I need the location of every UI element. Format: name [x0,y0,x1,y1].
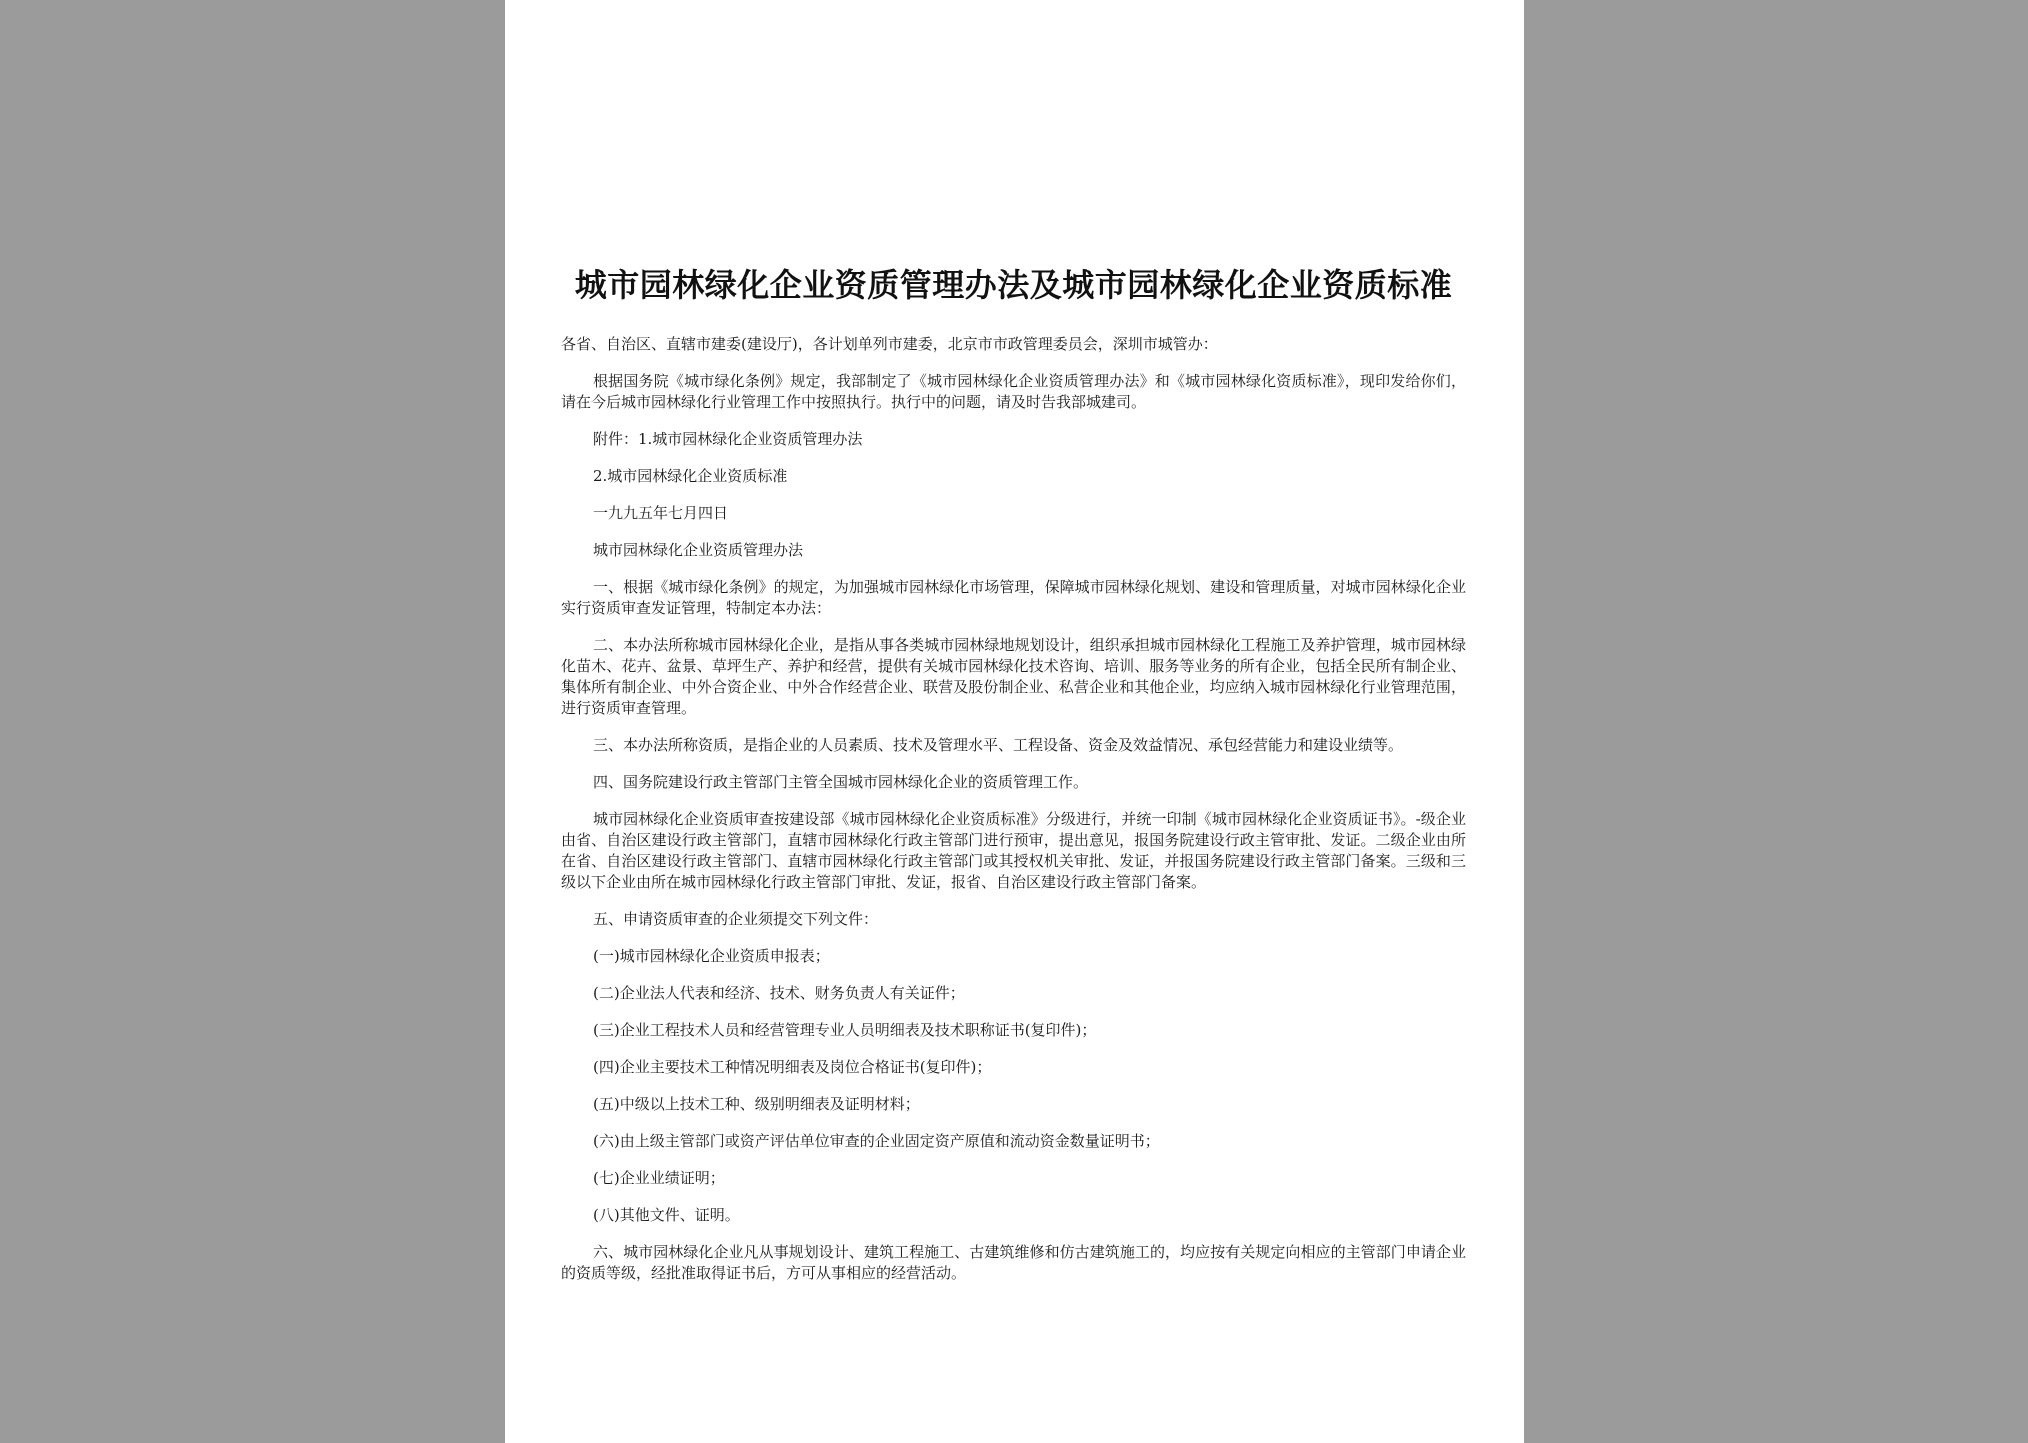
article-5: 五、申请资质审查的企业须提交下列文件： [593,910,879,928]
paragraph: 根据国务院《城市绿化条例》规定，我部制定了《城市园林绿化企业资质管理办法》和《城市园林绿化资质标准》，现印发给你们，请在今后城市园林绿化行业管理工作中按照执行。执行中的问题，请及时告我部城建司。 [561,372,1466,411]
addressee: 各省、自治区、直辖市建委(建设厅)，各计划单列市建委，北京市市政管理委员会，深圳市城管办： [561,335,1218,353]
document-body [561,334,1466,1284]
article-2: 二、本办法所称城市园林绿化企业，是指从事各类城市园林绿地规划设计，组织承担城市园林绿化工程施工及养护管理，城市园林绿化苗木、花卉、盆景、草坪生产、养护和经营，提供有关城市园林绿化技术咨询、培训、服务等业务的所有企业，包括全民所有制企业、集体所有制企业、中外合资企业、中外合作经营企业、联营及股份制企业、私营企业和其他企业，均应纳入城市园林绿化行业管理范围，进行资质审查管理。 [561,636,1466,717]
list-item: (三)企业工程技术人员和经营管理专业人员明细表及技术职称证书(复印件)； [593,1021,1097,1039]
list-item: (六)由上级主管部门或资产评估单位审查的企业固定资产原值和流动资金数量证明书； [593,1132,1160,1150]
article-1: 一、根据《城市绿化条例》的规定，为加强城市园林绿化市场管理，保障城市园林绿化规划、建设和管理质量，对城市园林绿化企业实行资质审查发证管理，特制定本办法： [561,578,1466,617]
section-heading: 城市园林绿化企业资质管理办法 [593,541,804,559]
issue-date: 一九九五年七月四日 [593,504,729,522]
document-title: 城市园林绿化企业资质管理办法及城市园林绿化企业资质标准 [574,266,1453,304]
list-item: (七)企业业绩证明； [593,1169,725,1187]
attachment-1: 附件：1.城市园林绿化企业资质管理办法 [593,430,863,448]
list-item: (八)其他文件、证明。 [593,1206,740,1224]
list-item: (一)城市园林绿化企业资质申报表； [593,947,830,965]
article-4: 四、国务院建设行政主管部门主管全国城市园林绿化企业的资质管理工作。 [593,773,1089,791]
list-item: (五)中级以上技术工种、级别明细表及证明材料； [593,1095,920,1113]
list-item: (四)企业主要技术工种情况明细表及岗位合格证书(复印件)； [593,1058,992,1076]
attachment-2: 2.城市园林绿化企业资质标准 [593,467,788,485]
list-item: (二)企业法人代表和经济、技术、财务负责人有关证件； [593,984,965,1002]
article-6: 六、城市园林绿化企业凡从事规划设计、建筑工程施工、古建筑维修和仿古建筑施工的，均应按有关规定向相应的主管部门申请企业的资质等级，经批准取得证书后，方可从事相应的经营活动。 [561,1243,1466,1282]
article-4-detail: 城市园林绿化企业资质审查按建设部《城市园林绿化企业资质标准》分级进行，并统一印制《城市园林绿化企业资质证书》。-级企业由省、自治区建设行政主管部门，直辖市园林绿化行政主管部门进行预审，提出意见，报国务院建设行政主管审批、发证。二级企业由所在省、自治区建设行政主管部门、直辖市园林绿化行政主管部门或其授权机关审批、发证，并报国务院建设行政主管部门备案。三级和三级以下企业由所在城市园林绿化行政主管部门审批、发证，报省、自治区建设行政主管部门备案。 [561,810,1466,891]
document-page [505,0,1524,1443]
article-3: 三、本办法所称资质，是指企业的人员素质、技术及管理水平、工程设备、资金及效益情况、承包经营能力和建设业绩等。 [593,736,1404,754]
